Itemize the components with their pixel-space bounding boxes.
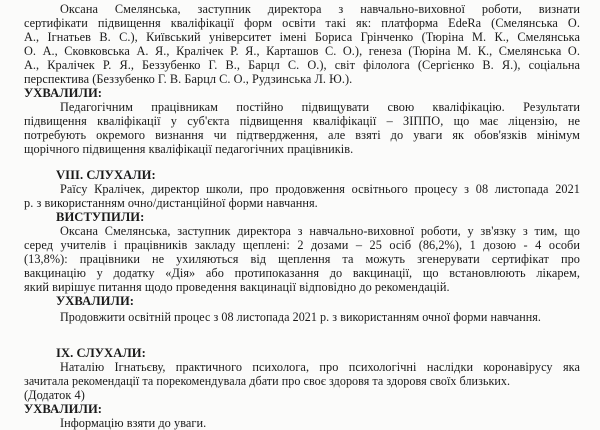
paragraph-line: перспектива (Беззубенко Г. В. Барцл С. О., Рудзинська Л. Ю.). — [24, 72, 353, 86]
paragraph-line: Наталію Ігнатьєву, практичного психолога, про психологічні наслідки коронавірусу яка — [60, 360, 580, 374]
paragraph-line: О. А., Сковковська А. Я., Кралічек Р. Я., Карташов С. О.), генеза (Тюріна М. К., Смелянська О. — [24, 44, 580, 58]
paragraph-line: А., Ігнатьев В. С.), Київський університет імені Бориса Грінченко (Тюріна М. К., Смелянська — [24, 30, 580, 44]
paragraph-line: Оксана Смелянська, заступник директора з навчально-виховної роботи, у зв'язку з тим, що — [60, 224, 580, 238]
paragraph-line: Оксана Смелянська, заступник директора з навчально-виховної роботи, визнати — [60, 2, 580, 16]
paragraph-line: р. з використанням очно/дистанційної форми навчання. — [24, 196, 318, 210]
paragraph-line: Продовжити освітній процес з 08 листопада 2021 р. з використанням очної форми навчання. — [60, 310, 541, 324]
paragraph-line: Раїсу Кралічек, директор школи, про продовження освітнього процесу з 08 листопада 2021 — [60, 182, 580, 196]
paragraph-line: А., Кралічек Р. Я., Беззубенко Г. В., Барцл С. О.), світ філолога (Сергієнко В. Я.), соціальна — [24, 58, 580, 72]
paragraph-line: Інформацію взяти до уваги. — [60, 416, 207, 430]
paragraph-line: зачитала рекомендації та порекомендувала дбати про своє здоровя та здоровя своїх близьких. — [24, 374, 511, 388]
paragraph-line: Педагогічним працівникам постійно підвищувати свою кваліфікацію. Результати — [60, 100, 580, 114]
paragraph-line: щорічного підвищення кваліфікації педагогічних працівників. — [24, 142, 354, 156]
section-heading-resolved: УХВАЛИЛИ: — [56, 294, 135, 308]
paragraph-line: підвищення кваліфікації у суб'єкта підвищення кваліфікації – ЗІППО, що має ліцензію, не — [24, 114, 580, 128]
paragraph-line: потребують окремого визнання чи підтвердження, але взяті до уваги як обов'язків мінімум — [24, 128, 580, 142]
paragraph-line: серед учителів і працівників закладу щеплені: 2 дозами – 25 осіб (86,2%), 1 дозою - 4 особи — [24, 238, 580, 252]
section-heading-resolved: УХВАЛИЛИ: — [24, 86, 103, 100]
paragraph-line: вакцинацію у додатку «Дія» або протипоказання до вакцинації, що встановлюють лікарем, — [24, 266, 580, 280]
paragraph-line: який вирішує питання щодо проведення вакцинації відповідно до рекомендацій. — [24, 280, 450, 294]
section-heading-viii-heard: VIII. СЛУХАЛИ: — [56, 168, 156, 182]
section-heading-spoke: ВИСТУПИЛИ: — [56, 210, 145, 224]
paragraph-line: (13,8%): працівники не ухиляються від щеплення та можуть згенерувати сертифікат про — [24, 252, 580, 266]
paragraph-line: сертифікати підвищення кваліфікації форм освіти такі як: платформа EdeRa (Смелянська О. — [24, 16, 580, 30]
section-heading-resolved: УХВАЛИЛИ: — [24, 402, 103, 416]
paragraph-line: (Додаток 4) — [24, 388, 85, 402]
section-heading-ix-heard: IX. СЛУХАЛИ: — [56, 346, 146, 360]
